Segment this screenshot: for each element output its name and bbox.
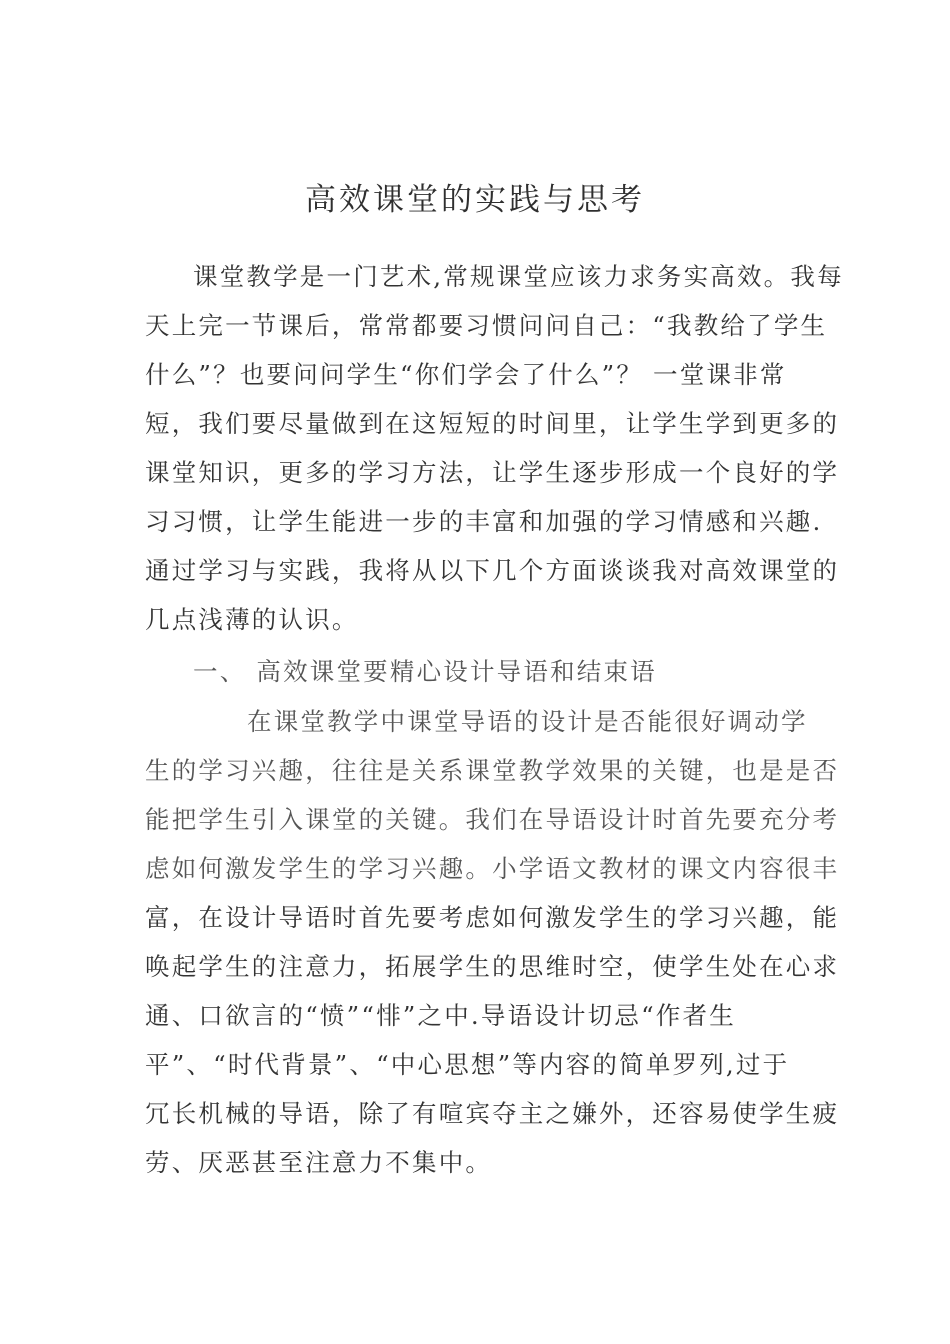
paragraph-line: 通、口欲言的“愤”“悱”之中.导语设计切忌“作者生 [145,1001,736,1030]
paragraph-line: 冗长机械的导语，除了有喧宾夺主之嫌外，还容易使学生疲 [145,1099,840,1128]
paragraph-line: 劳、厌恶甚至注意力不集中。 [145,1148,493,1177]
section-heading: 一、 高效课堂要精心设计导语和结束语 [193,657,657,686]
paragraph-line: 富，在设计导语时首先要考虑如何激发学生的学习兴趣，能 [145,903,840,932]
paragraph-line: 什么”？也要问问学生“你们学会了什么”？ 一堂课非常 [145,360,787,389]
paragraph-line: 天上完一节课后，常常都要习惯问问自己：“我教给了学生 [145,311,828,340]
paragraph-line: 在课堂教学中课堂导语的设计是否能很好调动学 [247,707,808,736]
paragraph-line: 平”、“时代背景”、“中心思想”等内容的简单罗列,过于 [145,1050,790,1079]
paragraph-line: 几点浅薄的认识。 [145,605,359,634]
paragraph-line: 通过学习与实践，我将从以下几个方面谈谈我对高效课堂的 [145,556,840,585]
paragraph-line: 习习惯，让学生能进一步的丰富和加强的学习情感和兴趣. [145,507,823,536]
paragraph-line: 能把学生引入课堂的关键。我们在导语设计时首先要充分考 [145,805,840,834]
document-title: 高效课堂的实践与思考 [305,182,645,218]
paragraph-line: 课堂教学是一门艺术,常规课堂应该力求务实高效。我每 [193,262,844,291]
paragraph-line: 短，我们要尽量做到在这短短的时间里，让学生学到更多的 [145,409,840,438]
paragraph-line: 唤起学生的注意力，拓展学生的思维时空，使学生处在心求 [145,952,840,981]
paragraph-line: 虑如何激发学生的学习兴趣。小学语文教材的课文内容很丰 [145,854,840,883]
paragraph-line: 生的学习兴趣，往往是关系课堂教学效果的关键，也是是否 [145,756,840,785]
paragraph-line: 课堂知识，更多的学习方法，让学生逐步形成一个良好的学 [145,458,840,487]
